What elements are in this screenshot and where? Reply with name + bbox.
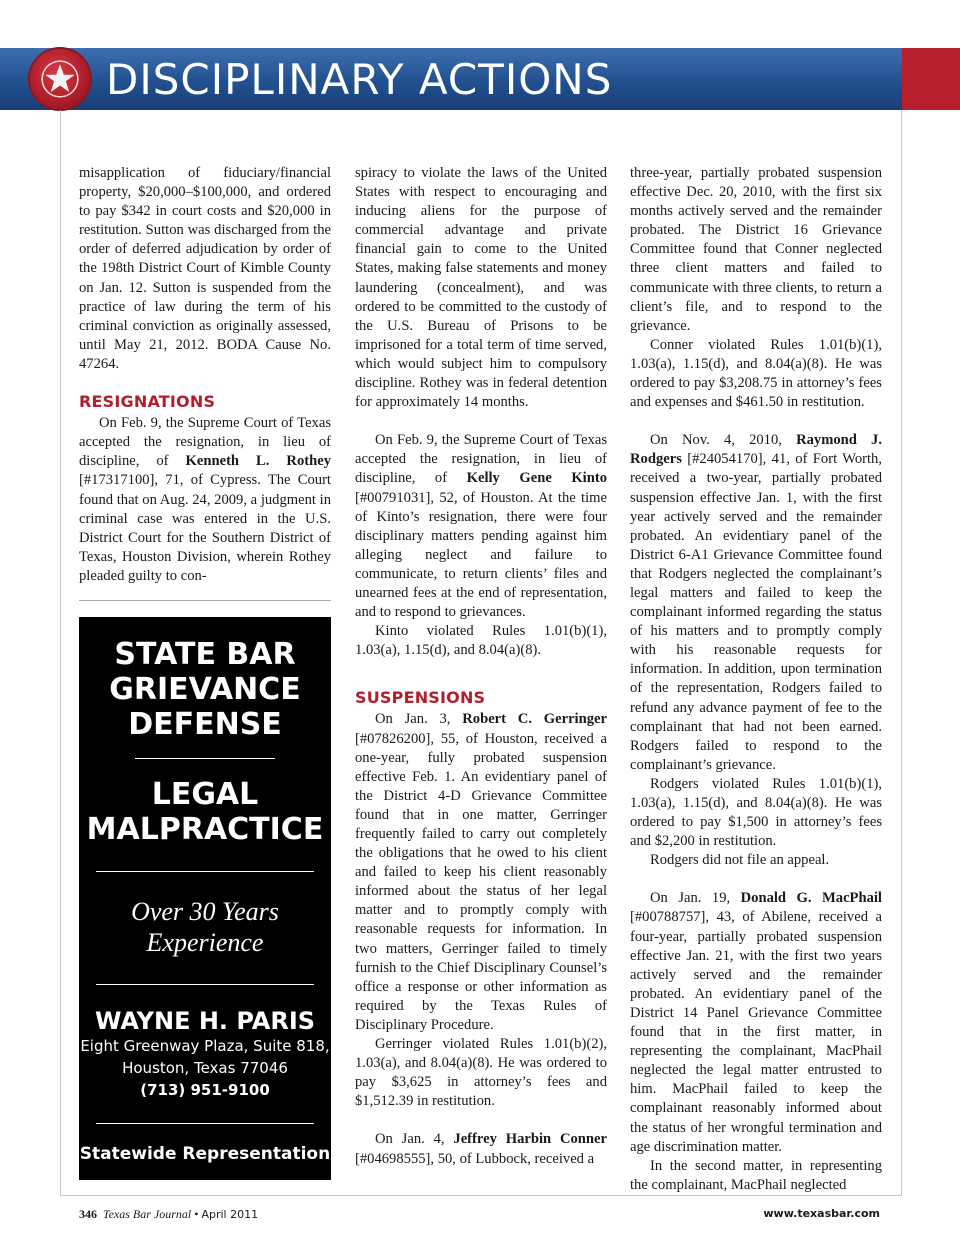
resignations-heading: RESIGNATIONS <box>79 392 216 412</box>
attorney-name: Kelly Gene Kinto <box>466 470 607 487</box>
paragraph-gerringer: On Jan. 3, Robert C. Gerringer [#07826200], 55, of Houston, received a one-year, fully probated suspension effective Feb. 1. An evidentiary panel of the District 4-D Grievance Committee found that in one matter, Gerringer frequently failed to carry out completely the obligations that he owed to his client and failed to keep his client reasonably informed about the status of her legal matter and to promptly comply with reasonable requests for information. In two matters, Gerringer failed to timely furnish to the Chief Disciplinary Counsel’s office a response or other information as required by the Texas Rules of Disciplinary Procedure. <box>355 711 607 1033</box>
ad-address: Eight Greenway Plaza, Suite 818, <box>80 1037 330 1055</box>
page-number: 346 <box>79 1207 97 1221</box>
paragraph: Rodgers did not file an appeal. <box>650 852 830 869</box>
paragraph: In the second matter, in representing the complainant, MacPhail neglected <box>630 1157 882 1193</box>
column-3 <box>630 164 882 1195</box>
advertisement <box>79 617 331 1180</box>
ad-phone: (713) 951-9100 <box>140 1081 270 1099</box>
paragraph: three-year, partially probated suspension effective Dec. 20, 2010, with the first six months actively served and the remainder probated. The District 16 Grievance Committee found that Conner neglected three client matters and failed to communicate with three clients, to return a client’s file, and to respond to the grievance. <box>630 165 882 334</box>
paragraph: Gerringer violated Rules 1.01(b)(2), 1.03(a), and 8.04(a)(8). He was ordered to pay $3,625 in attorney’s fees and $1,512.39 in restitution. <box>355 1036 607 1110</box>
texas-star-seal-icon <box>30 49 90 109</box>
attorney-name: Donald G. MacPhail <box>740 890 882 907</box>
column-2 <box>355 164 607 1169</box>
suspensions-heading: SUSPENSIONS <box>355 688 486 708</box>
footer-left <box>79 1207 258 1222</box>
ad-tagline: Statewide Representation <box>79 1144 331 1164</box>
footer-url[interactable]: www.texasbar.com <box>763 1207 880 1220</box>
issue-date: April 2011 <box>201 1208 259 1221</box>
ad-line: LEGAL <box>151 777 259 812</box>
paragraph-kinto: On Feb. 9, the Supreme Court of Texas accepted the resignation, in lieu of discipline, of Kelly Gene Kinto [#00791031], 52, of Houston. At the time of Kinto’s resignation, there were four disciplinary matters pending against him alleging neglect and failure to communicate, to return clients’ files and unearned fees at the end of representation, and to respond to grievances. <box>355 432 607 621</box>
footer-bullet: • <box>194 1207 199 1221</box>
paragraph: misapplication of fiduciary/financial property, $20,000–$100,000, and ordered to pay $342 in court costs and $20,000 in restitution. Sutton was discharged from the order of deferred adjudication by order of the 198th District Court of Kimble County on Jan. 12. Sutton is suspended from the practice of law during the term of his criminal conviction as originally assessed, until May 21, 2012. BODA Cause No. 47264. <box>79 165 331 372</box>
paragraph-conner: On Jan. 4, Jeffrey Harbin Conner [#04698555], 50, of Lubbock, received a <box>355 1131 607 1167</box>
ad-line: STATE BAR <box>114 637 296 672</box>
paragraph: Kinto violated Rules 1.01(b)(1), 1.03(a), 1.15(d), and 8.04(a)(8). <box>355 623 607 659</box>
paragraph: Conner violated Rules 1.01(b)(1), 1.03(a), 1.15(d), and 8.04(a)(8). He was ordered to pay $3,208.75 in attorney’s fees and expenses and $461.50 in restitution. <box>630 336 882 411</box>
ad-attorney-name: WAYNE H. PARIS <box>94 1007 316 1035</box>
paragraph-rothey: On Feb. 9, the Supreme Court of Texas accepted the resignation, in lieu of discipline, of Kenneth L. Rothey [#17317100], 71, of Cypress. The Court found that on Aug. 24, 2009, a judgment in criminal case was entered in the U.S. District Court for the Southern District of Texas, Houston Division, wherein Rothey pleaded guilty to con- <box>79 415 331 584</box>
paragraph-macphail: On Jan. 19, Donald G. MacPhail [#00788757], 43, of Abilene, received a four-year, partially probated suspension effective Jan. 21, with the first two years actively served and the remainder probated. An evidentiary panel of the District 14 Panel Grievance Committee found that in the first matter, in representing the complainant, MacPhail neglected the legal matter entrusted to him. MacPhail failed to keep the complainant reasonably informed about the status of her wrongful termination and age discrimination matter. <box>630 890 882 1155</box>
ad-line: MALPRACTICE <box>86 812 324 847</box>
attorney-name: Raymond J. Rodgers <box>630 432 882 468</box>
attorney-name: Robert C. Gerringer <box>462 711 607 728</box>
section-title: DISCIPLINARY ACTIONS <box>106 55 613 104</box>
paragraph: Rodgers violated Rules 1.01(b)(1), 1.03(a), 1.15(d), and 8.04(a)(8). He was ordered to pay $1,500 in attorney’s fees and $2,200 in restitution. <box>630 775 882 850</box>
paragraph: spiracy to violate the laws of the United States with respect to encouraging and inducing aliens for the purpose of commercial advantage and private financial gain to come to the United States, making false statements and money laundering (concealment), and was ordered to be committed to the custody of the U.S. Bureau of Prisons to be imprisoned for a total term of time served, which would subject him to compulsory discipline. Rothey was in federal detention for approximately 14 months. <box>355 165 607 411</box>
attorney-name: Kenneth L. Rothey <box>185 453 331 470</box>
ad-line: GRIEVANCE <box>109 672 301 707</box>
ad-experience: Over 30 Years <box>131 897 279 926</box>
column-1 <box>79 164 331 586</box>
divider <box>79 600 331 601</box>
ad-line: DEFENSE <box>128 707 282 742</box>
header-red-tab <box>902 48 960 110</box>
journal-name: Texas Bar Journal <box>103 1207 192 1221</box>
ad-experience: Experience <box>146 928 264 957</box>
ad-address: Houston, Texas 77046 <box>122 1059 288 1077</box>
attorney-name: Jeffrey Harbin Conner <box>453 1131 607 1148</box>
paragraph-rodgers: On Nov. 4, 2010, Raymond J. Rodgers [#24054170], 41, of Fort Worth, received a two-year, partially probated suspension effective Jan. 1, with the first year actively served and the remainder probated. An evidentiary panel of the District 6-A1 Grievance Committee found that Rodgers neglected the complainant’s legal matters and failed to keep the complainant informed regarding the status of his matters and to promptly comply with his reasonable requests for information. In addition, upon termination of the representation, Rodgers failed to refund any advance payment of fee to the complainant that had not been earned. Rodgers failed to respond to the complainant’s grievance. <box>630 432 882 773</box>
